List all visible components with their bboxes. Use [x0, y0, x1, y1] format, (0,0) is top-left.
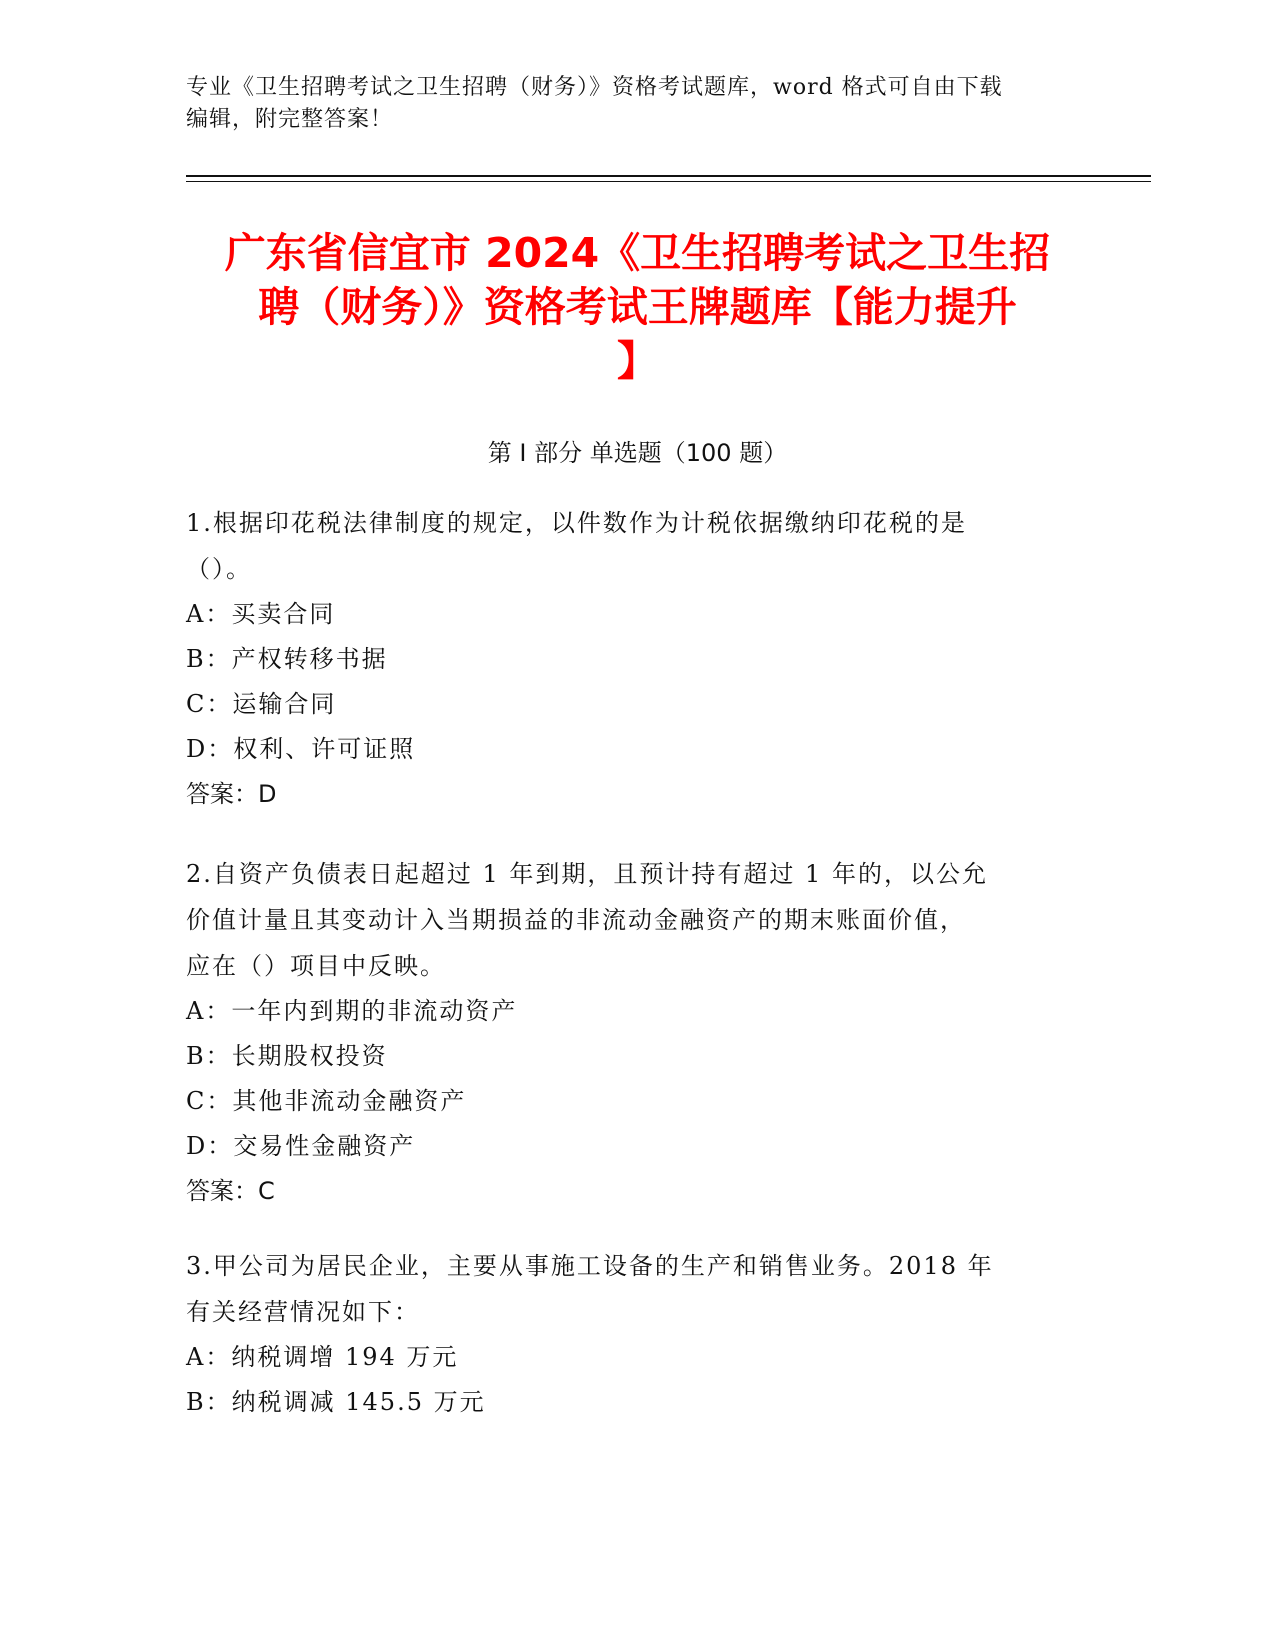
option-c: C：运输合同: [186, 690, 337, 718]
option-b: B：产权转移书据: [186, 645, 388, 673]
document-title: [180, 226, 1095, 388]
document-header: [186, 72, 1066, 136]
option-a: A：买卖合同: [186, 600, 336, 628]
option-b: B：长期股权投资: [186, 1042, 388, 1070]
option-b: B：纳税调减 145.5 万元: [186, 1388, 486, 1416]
header-divider-thick: [186, 175, 1151, 177]
answer: 答案：D: [186, 780, 277, 808]
section-heading: 第 I 部分 单选题（100 题）: [487, 439, 788, 467]
option-a: A：纳税调增 194 万元: [186, 1343, 459, 1371]
question-1: [186, 500, 1066, 817]
question-stem: 3.甲公司为居民企业，主要从事施工设备的生产和销售业务。2018 年: [186, 1252, 994, 1280]
header-line-2: 编辑，附完整答案！: [186, 107, 394, 132]
header-divider-thin: [186, 181, 1151, 182]
question-stem: （）。: [186, 555, 252, 583]
answer: 答案：C: [186, 1177, 275, 1205]
question-stem: 价值计量且其变动计入当期损益的非流动金融资产的期末账面价值，: [186, 906, 966, 934]
question-stem: 有关经营情况如下：: [186, 1298, 420, 1326]
question-2: [186, 851, 1066, 1214]
title-line-1: 广东省信宜市 2024《卫生招聘考试之卫生招: [224, 229, 1051, 277]
question-stem: 应在（）项目中反映。: [186, 952, 446, 980]
option-d: D：交易性金融资产: [186, 1132, 416, 1160]
question-3: [186, 1243, 1066, 1425]
option-c: C：其他非流动金融资产: [186, 1087, 467, 1115]
option-d: D：权利、许可证照: [186, 735, 416, 763]
header-line-1: 专业《卫生招聘考试之卫生招聘（财务）》资格考试题库，word 格式可自由下载: [186, 75, 1003, 100]
title-line-2: 聘（财务）》资格考试王牌题库【能力提升: [258, 283, 1017, 331]
question-stem: 2.自资产负债表日起超过 1 年到期，且预计持有超过 1 年的，以公允: [186, 860, 988, 888]
question-stem: 1.根据印花税法律制度的规定，以件数作为计税依据缴纳印花税的是: [186, 509, 967, 537]
title-line-3: 】: [617, 337, 658, 385]
option-a: A：一年内到期的非流动资产: [186, 997, 518, 1025]
